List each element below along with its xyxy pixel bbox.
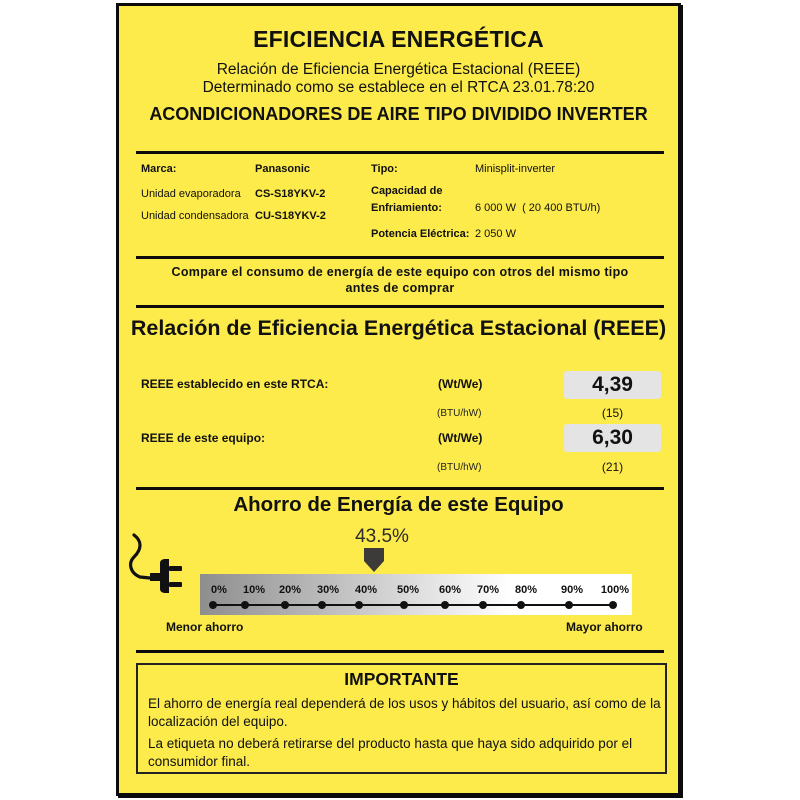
- savings-section-title: Ahorro de Energía de este Equipo: [233, 493, 564, 516]
- scale-dot: [517, 601, 525, 609]
- scale-label: 60%: [438, 584, 462, 596]
- plug-icon: [128, 533, 194, 605]
- compare-notice-line1: Compare el consumo de energía de este equipo con otros del mismo tipo: [171, 265, 629, 279]
- scale-label: 90%: [560, 584, 584, 596]
- scale-label: 0%: [211, 584, 227, 596]
- divider: [136, 151, 664, 154]
- reee-section-title: Relación de Eficiencia Energética Estacional (REEE): [130, 316, 667, 340]
- power-label: Potencia Eléctrica:: [371, 228, 470, 240]
- scale-dot: [565, 601, 573, 609]
- scale-line: [213, 604, 613, 606]
- important-text-line3: La etiqueta no deberá retirarse del producto hasta que haya sido adquirido por el: [148, 736, 633, 751]
- scale-label: 20%: [278, 584, 302, 596]
- condenser-model: CU-S18YKV-2: [255, 210, 326, 222]
- min-savings-label: Menor ahorro: [166, 620, 244, 634]
- evaporator-label: Unidad evaporadora: [141, 188, 241, 200]
- scale-dot: [479, 601, 487, 609]
- scale-label: 40%: [354, 584, 378, 596]
- product-type-heading: ACONDICIONADORES DE AIRE TIPO DIVIDIDO INVERTER: [149, 104, 648, 124]
- brand-value: Panasonic: [255, 163, 311, 175]
- scale-label: 50%: [396, 584, 420, 596]
- evaporator-model: CS-S18YKV-2: [255, 188, 326, 200]
- reee-equipment-value-btu: (21): [601, 460, 624, 474]
- important-text-line2: localización del equipo.: [148, 714, 288, 729]
- cooling-capacity-label-line2: Enfriamiento:: [371, 202, 442, 214]
- scale-label: 100%: [600, 584, 630, 596]
- compare-notice-line2: antes de comprar: [345, 281, 455, 295]
- reee-equipment-value: 6,30: [564, 424, 661, 452]
- label-title: EFICIENCIA ENERGÉTICA: [253, 26, 544, 52]
- scale-label: 30%: [316, 584, 340, 596]
- divider: [136, 305, 664, 308]
- divider: [136, 487, 664, 490]
- compare-notice: [136, 264, 664, 296]
- reee-rtca-value: 4,39: [564, 371, 661, 399]
- reee-rtca-value-btu: (15): [601, 406, 624, 420]
- label-subtitle-reee: Relación de Eficiencia Energética Estacional (REEE): [216, 61, 581, 78]
- reee-equipment-unit: (Wt/We): [438, 431, 483, 445]
- power-value: 2 050 W: [475, 228, 516, 240]
- cooling-capacity-value: 6 000 W ( 20 400 BTU/h): [475, 202, 601, 214]
- reee-equipment-label: REEE de este equipo:: [141, 431, 266, 445]
- reee-equipment-unit-btu: (BTU/hW): [437, 462, 482, 473]
- important-title: IMPORTANTE: [344, 669, 459, 689]
- scale-dot: [241, 601, 249, 609]
- brand-label: Marca:: [141, 163, 177, 175]
- type-label: Tipo:: [371, 163, 398, 175]
- scale-dot: [400, 601, 408, 609]
- reee-rtca-unit-btu: (BTU/hW): [437, 408, 482, 419]
- scale-dot: [355, 601, 363, 609]
- scale-label: 10%: [242, 584, 266, 596]
- scale-dot: [441, 601, 449, 609]
- savings-percentage: 43.5%: [355, 526, 409, 547]
- label-subtitle-rtca: Determinado como se establece en el RTCA 23.01.78:20: [202, 79, 595, 96]
- max-savings-label: Mayor ahorro: [566, 620, 643, 634]
- type-value: Minisplit-inverter: [475, 163, 556, 175]
- scale-dot: [281, 601, 289, 609]
- divider: [136, 650, 664, 653]
- divider: [136, 256, 664, 259]
- important-text-line1: El ahorro de energía real dependerá de los usos y hábitos del usuario, así como de la: [148, 696, 661, 711]
- cooling-capacity-label-line1: Capacidad de: [371, 185, 443, 197]
- reee-rtca-unit: (Wt/We): [438, 377, 483, 391]
- reee-rtca-label: REEE establecido en este RTCA:: [141, 377, 329, 391]
- scale-label: 70%: [476, 584, 500, 596]
- scale-dot: [318, 601, 326, 609]
- savings-pointer-icon: [364, 548, 384, 572]
- scale-dot: [609, 601, 617, 609]
- scale-dot: [209, 601, 217, 609]
- scale-label: 80%: [514, 584, 538, 596]
- important-text-line4: consumidor final.: [148, 754, 251, 769]
- condenser-label: Unidad condensadora: [141, 210, 249, 222]
